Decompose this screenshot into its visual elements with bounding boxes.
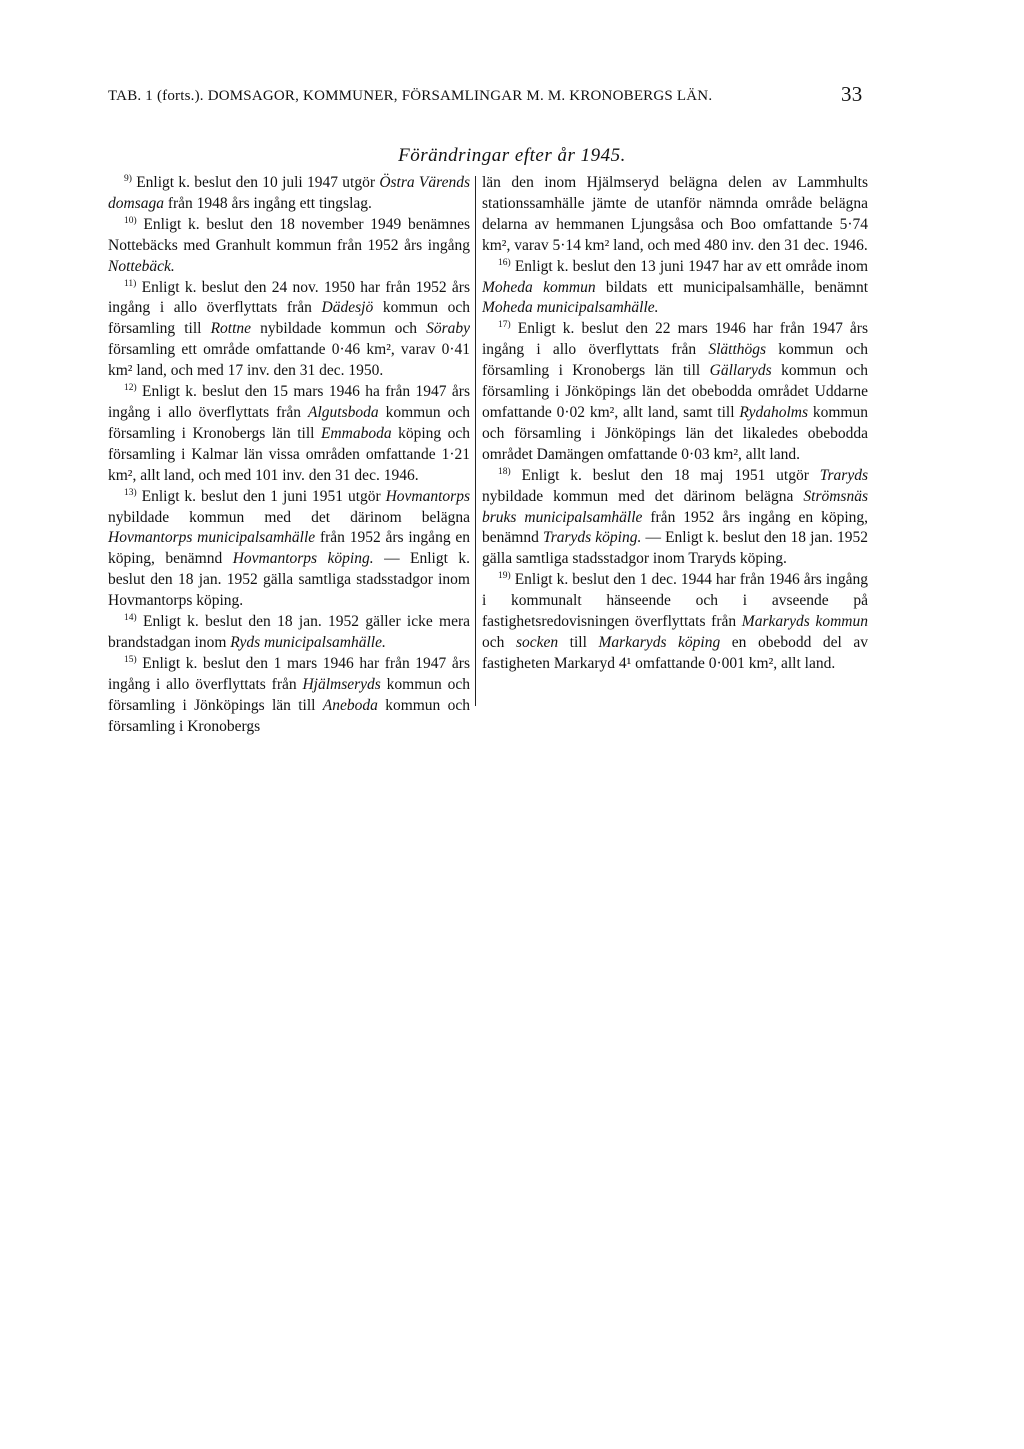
footnote-marker: 19): [498, 571, 511, 582]
running-header: [108, 82, 868, 106]
footnote-13: $^{13)}$ Enligt k. beslut den 1 juni 1951 utgör Hovmantorps nybildade kommun med det därinom belägna Hovmantorps municipalsamhälle från 1952 års ingång en köping, benämnd Hovmantorps köping. — Enligt k. beslut den 18 jan. 1952 gälla samtliga stadsstadgor inom Hovmantorps köping.: [108, 487, 471, 610]
footnote-marker: 17): [498, 320, 511, 331]
footnote-marker: 14): [124, 613, 137, 624]
footnote-16: $^{16)}$ Enligt k. beslut den 13 juni 1947 har av ett område inom Moheda kommun bildats ett municipalsamhälle, benämnt Moheda municipalsamhälle.: [482, 257, 868, 317]
page-number: 33: [841, 82, 863, 106]
section-subtitle: Förändringar efter år 1945.: [398, 145, 626, 166]
footnote-marker: 12): [124, 383, 137, 394]
footnote-15-continued: län den inom Hjälmseryd belägna delen av Lammhults stationssamhälle jämte de utanför nämnda område belägna delarna av hemmanen Ljungsåsa och Boo omfattande 5·74 km², varav 5·14 km² land, och med 480 inv. den 31 dec. 1946.: [482, 174, 868, 254]
footnote-17: $^{17)}$ Enligt k. beslut den 22 mars 1946 har från 1947 års ingång i allo överflyttats från Slätthögs kommun och församling i Kronobergs län till Gällaryds kommun och församling i Jönköpings län det obebodda området Uddarne omfattande 0·02 km², allt land, samt till Rydaholms kommun och församling i Jönköpings län det likaledes obebodda området Damängen omfattande 0·03 km², allt land.: [482, 320, 869, 463]
footnote-marker: 13): [124, 487, 137, 498]
footnote-14: $^{14)}$ Enligt k. beslut den 18 jan. 1952 gäller icke mera brandstadgan inom Ryds municipalsamhälle.: [108, 613, 471, 651]
footnote-10: $^{10)}$ Enligt k. beslut den 18 november 1949 benämnes Nottebäcks med Granhult kommun från 1952 års ingång Nottebäck.: [108, 215, 471, 275]
left-column: [108, 173, 470, 737]
footnote-marker: 18): [498, 466, 511, 477]
footnote-marker: 10): [124, 215, 137, 226]
header-title: DOMSAGOR, KOMMUNER, FÖRSAMLINGAR M. M. KRONOBERGS LÄN.: [207, 88, 713, 104]
footnote-marker: 16): [498, 257, 511, 268]
footnote-marker: 15): [124, 654, 137, 665]
footnote-18: $^{18)}$ Enligt k. beslut den 18 maj 1951 utgör Traryds nybildade kommun med det därinom belägna Strömsnäs bruks municipalsamhälle från 1952 års ingång en köping, benämnd Traryds köping. — Enligt k. beslut den 18 jan. 1952 gälla samtliga stadsstadgor inom Traryds köping.: [482, 466, 869, 568]
footnote-12: $^{12)}$ Enligt k. beslut den 15 mars 1946 ha från 1947 års ingång i allo överflyttats från Algutsboda kommun och församling i Kronobergs län till Emmaboda köping och församling i Kalmar län vissa områden omfattande 1·21 km², allt land, och med 101 inv. den 31 dec. 1946.: [108, 383, 471, 484]
footnote-19: $^{19)}$ Enligt k. beslut den 1 dec. 1944 har från 1946 års ingång i kommunalt hänseende och i avseende på fastighetsredovisningen överflyttats från Markaryds kommun och socken till Markaryds köping en obebodd del av fastigheten Markaryd 4¹ omfattande 0·001 km², allt land.: [482, 571, 869, 672]
footnote-11: $^{11)}$ Enligt k. beslut den 24 nov. 1950 har från 1952 års ingång i allo överflyttats från Dädesjö kommun och församling till Rottne nybildade kommun och Söraby församling ett område omfattande 0·46 km², varav 0·41 km² land, och med 17 inv. den 31 dec. 1950.: [108, 278, 471, 380]
footnote-marker: 11): [124, 278, 137, 289]
column-divider: [475, 176, 476, 706]
footnote-9: $^{9)}$ Enligt k. beslut den 10 juli 1947 utgör Östra Värends domsaga från 1948 års ingång ett tingslag.: [108, 174, 470, 212]
footnote-15: $^{15)}$ Enligt k. beslut den 1 mars 1946 har från 1947 års ingång i allo överflyttats från Hjälmseryds kommun och församling i Jönköpings län till Aneboda kommun och församling i Kronobergs: [108, 654, 470, 735]
right-column: [482, 173, 868, 675]
footnote-marker: 9): [124, 174, 132, 184]
table-label: TAB. 1 (forts.).: [108, 88, 204, 104]
